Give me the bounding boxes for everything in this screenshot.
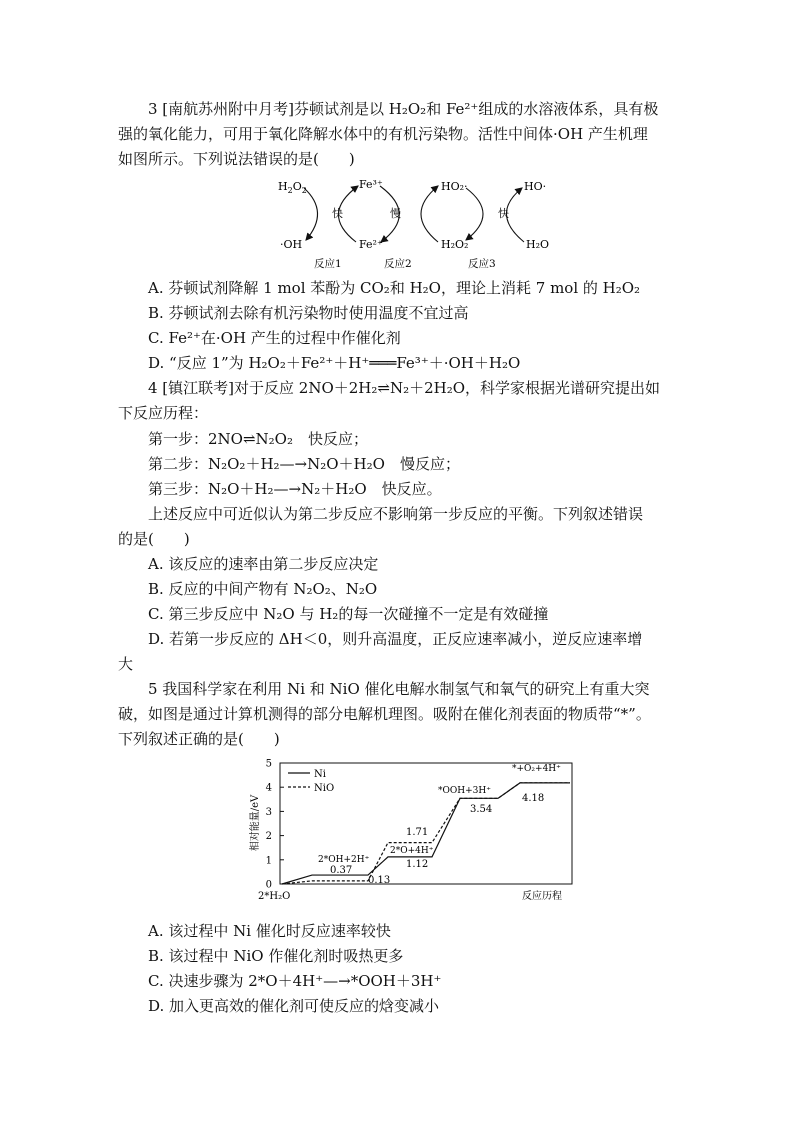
state-label-0: 2*H₂O xyxy=(258,891,291,902)
state-label-1: 2*OH+2H⁺ xyxy=(318,855,370,865)
label-slow2: 慢 xyxy=(390,207,401,220)
label-fe3: Fe³⁺ xyxy=(359,178,383,191)
legend xyxy=(288,769,334,794)
label-ho2: HO₂· xyxy=(441,180,468,193)
state-label-4: *+O₂+4H⁺ xyxy=(512,764,561,774)
y-tick-label-2: 2 xyxy=(265,831,272,843)
label-fe2: Fe²⁺ xyxy=(359,238,383,251)
q3-option-b: B. 芬顿试剂去除有机污染物时使用温度不宜过高 xyxy=(148,304,469,322)
q4-option-d-line2: 大 xyxy=(118,655,134,673)
y-axis-label: 相对能量/eV xyxy=(250,794,261,852)
value-label-037: 0.37 xyxy=(330,865,353,876)
label-r3: 反应3 xyxy=(468,258,496,270)
q5-line1: 5 我国科学家在利用 Ni 和 NiO 催化电解水制氢气和氧气的研究上有重大突 xyxy=(148,680,650,698)
label-r2: 反应2 xyxy=(384,258,412,270)
q4-line2: 下反应历程： xyxy=(118,404,209,422)
q4-option-c: C. 第三步反应中 N₂O 与 H₂的每一次碰撞不一定是有效碰撞 xyxy=(148,605,549,623)
legend-ni: Ni xyxy=(314,769,326,780)
label-ho: HO· xyxy=(524,180,547,193)
y-tick-label-0: 0 xyxy=(265,879,272,891)
label-fast1: 快 xyxy=(332,207,343,220)
q4-line3: 上述反应中可近似认为第二步反应不影响第一步反应的平衡。下列叙述错误 xyxy=(148,505,644,523)
arc-r2-h2o2-to-ho2 xyxy=(421,186,438,242)
state-label-3: *OOH+3H⁺ xyxy=(438,786,491,796)
energy-profile-chart xyxy=(240,755,580,905)
q3-option-a: A. 芬顿试剂降解 1 mol 苯酚为 CO₂和 H₂O，理论上消耗 7 mol 的 H₂O₂ xyxy=(148,279,641,297)
q3-option-d: D. “反应 1”为 H₂O₂＋Fe²⁺＋H⁺═══Fe³⁺＋·OH＋H₂O xyxy=(148,354,521,372)
q5-option-a: A. 该过程中 Ni 催化时反应速率较快 xyxy=(148,922,391,940)
q3-mechanism-diagram xyxy=(268,172,558,270)
q4-line1: 4 [镇江联考]对于反应 2NO＋2H₂⇌N₂＋2H₂O，科学家根据光谱研究提出如 xyxy=(148,379,661,397)
q5-option-d: D. 加入更高效的催化剂可使反应的焓变减小 xyxy=(148,997,440,1015)
value-label-171: 1.71 xyxy=(406,827,429,838)
q4-option-a: A. 该反应的速率由第二步反应决定 xyxy=(148,555,379,573)
state-label-2: 2*O+4H⁺ xyxy=(390,846,434,856)
value-label-354: 3.54 xyxy=(470,804,493,815)
y-tick-label-3: 3 xyxy=(265,806,272,818)
legend-nio: NiO xyxy=(314,783,335,794)
label-r1: 反应1 xyxy=(314,258,342,270)
arc-r1-h2o2-to-oh xyxy=(304,188,318,240)
arc-r3-h2o-to-ho xyxy=(506,188,524,242)
q4-step3: 第三步：N₂O＋H₂—→N₂＋H₂O 快反应。 xyxy=(148,480,442,498)
value-label-112: 1.12 xyxy=(406,859,429,870)
x-axis-label: 反应历程 xyxy=(522,891,562,902)
y-tick-label-1: 1 xyxy=(265,855,272,867)
q5-line3: 下列叙述正确的是( ) xyxy=(118,730,280,748)
q4-step1: 第一步：2NO⇌N₂O₂ 快反应； xyxy=(148,430,368,448)
label-fast3: 快 xyxy=(498,207,509,220)
value-label-013: 0.13 xyxy=(368,875,391,886)
q4-option-b: B. 反应的中间产物有 N₂O₂、N₂O xyxy=(148,580,378,598)
q4-option-d-line1: D. 若第一步反应的 ΔH＜0，则升高温度，正反应速率减小，逆反应速率增 xyxy=(148,630,643,648)
label-oh-left: ·OH xyxy=(280,238,303,251)
y-tick-label-4: 4 xyxy=(265,782,272,794)
q4-line4: 的是( ) xyxy=(118,530,190,548)
y-tick-label-5: 5 xyxy=(265,758,272,770)
q3-line3: 如图所示。下列说法错误的是( ) xyxy=(118,150,355,168)
q5-option-b: B. 该过程中 NiO 作催化剂时吸热更多 xyxy=(148,947,404,965)
label-h2o2-bottom: H₂O₂ xyxy=(441,238,469,251)
label-h2o2-left: $H_2O_2$ xyxy=(278,180,307,195)
label-h2o: H₂O xyxy=(526,238,550,251)
value-label-418: 4.18 xyxy=(522,793,545,804)
q3-option-c: C. Fe²⁺在·OH 产生的过程中作催化剂 xyxy=(148,329,401,347)
q5-option-c: C. 决速步骤为 2*O＋4H⁺—→*OOH＋3H⁺ xyxy=(148,972,442,990)
q3-line1: 3 [南航苏州附中月考]芬顿试剂是以 H₂O₂和 Fe²⁺组成的水溶液体系，具有极 xyxy=(148,100,659,118)
arc-r3-ho2-to-h2o2 xyxy=(466,188,483,240)
q5-line2: 破，如图是通过计算机测得的部分电解机理图。吸附在催化剂表面的物质带“*”。 xyxy=(118,705,651,723)
q3-line2: 强的氧化能力，可用于氧化降解水体中的有机污染物。活性中间体·OH 产生机理 xyxy=(118,125,648,143)
q4-step2: 第二步：N₂O₂＋H₂—→N₂O＋H₂O 慢反应； xyxy=(148,455,460,473)
